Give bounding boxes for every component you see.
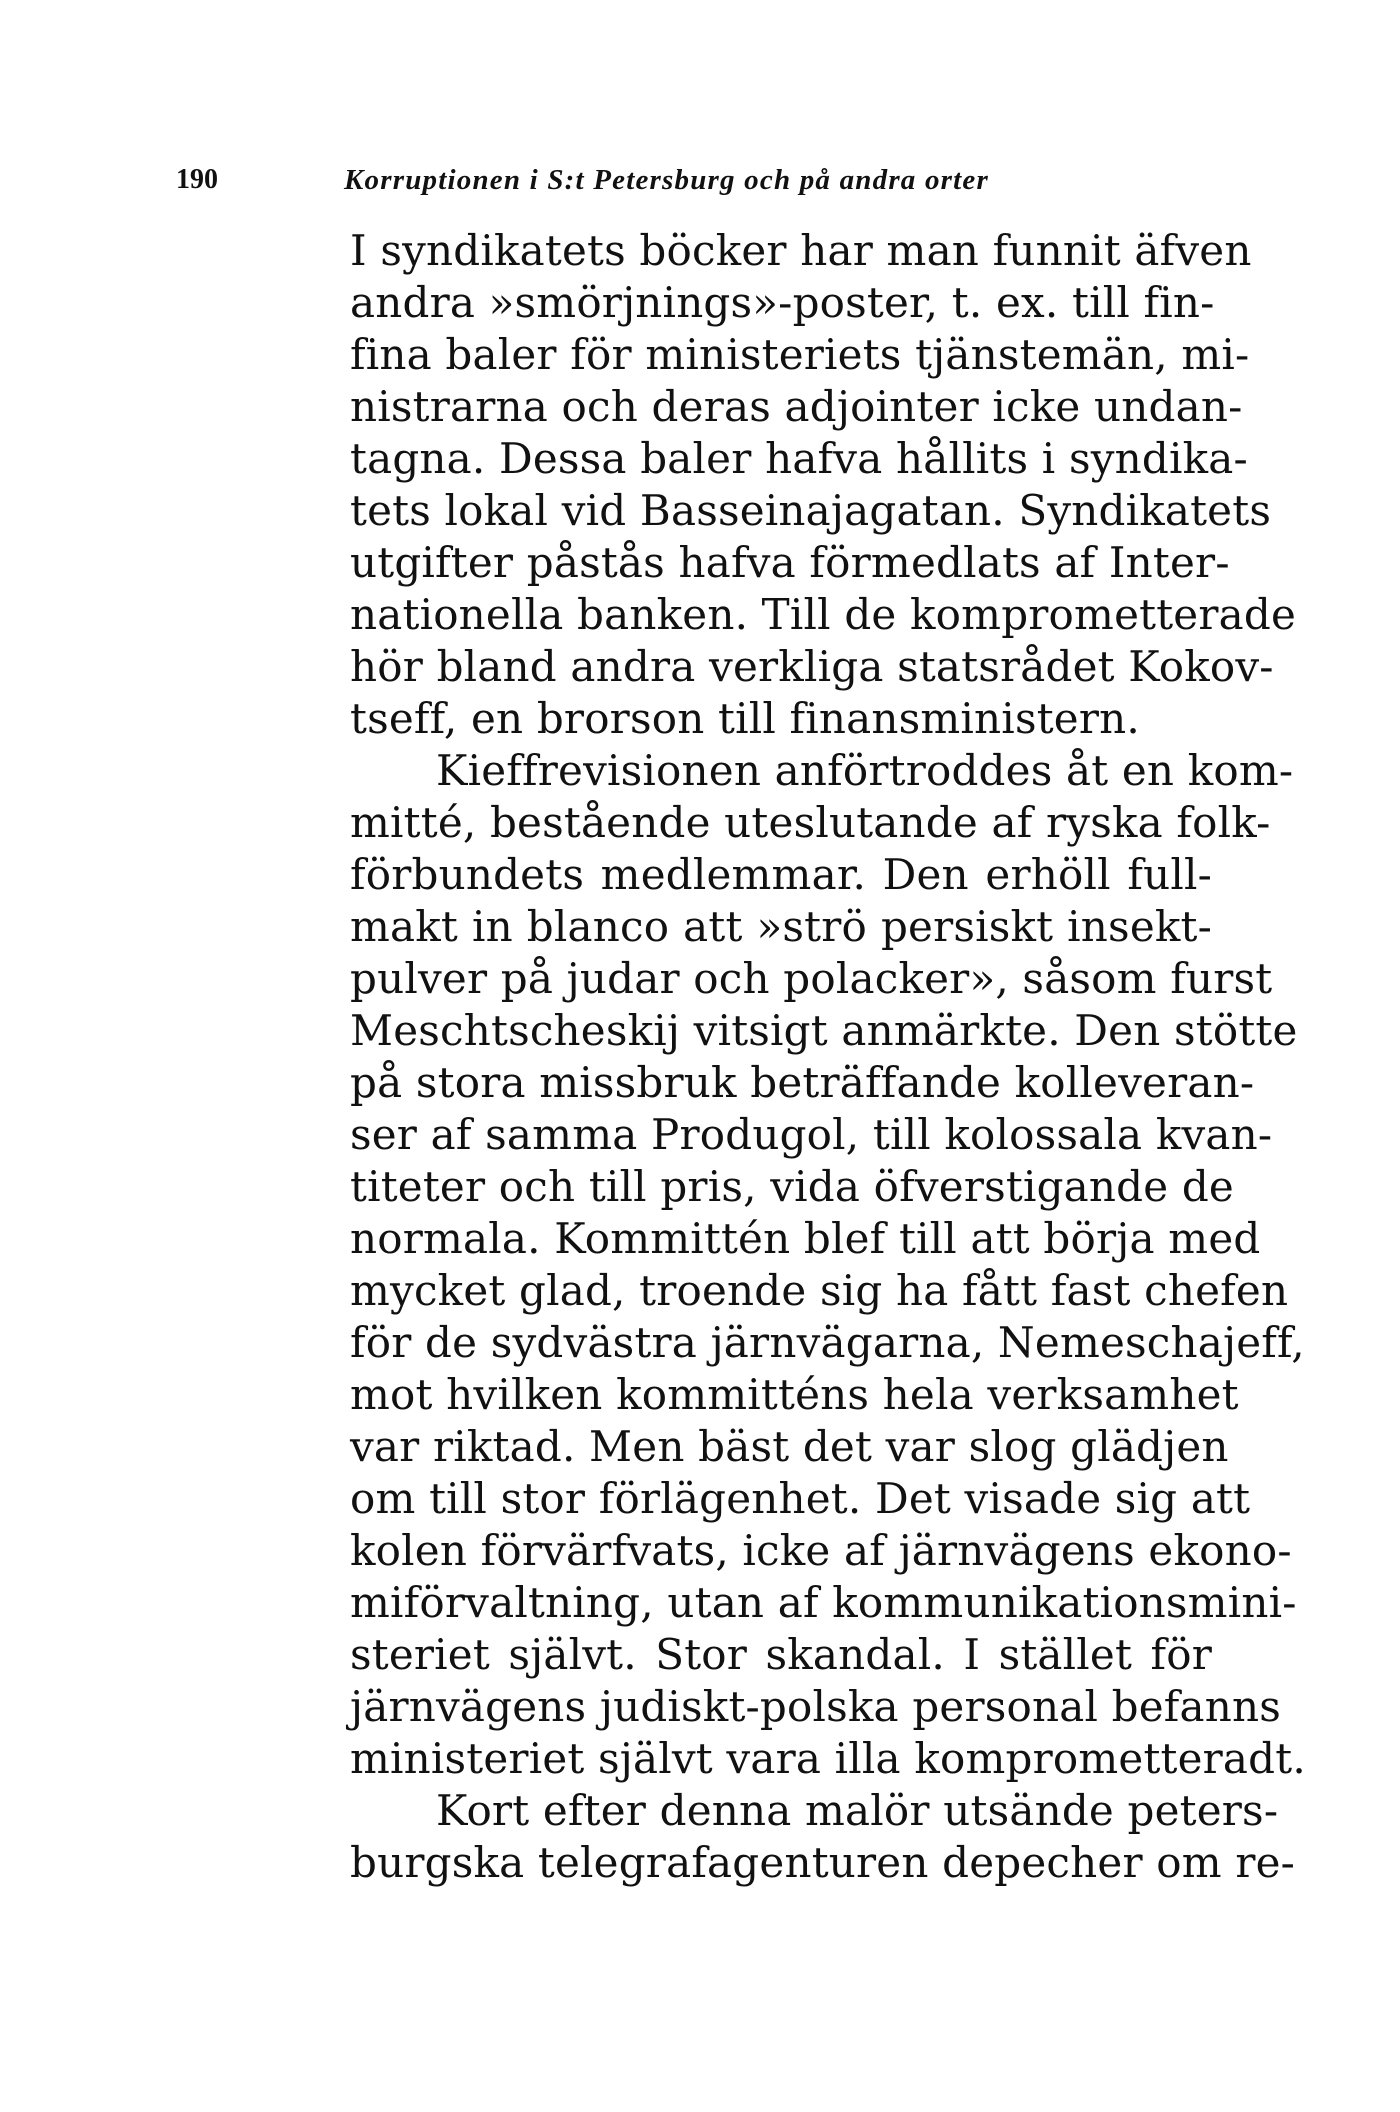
text-line: på stora missbruk beträffande kolleveran- (350, 1058, 1255, 1107)
text-line: ser af samma Produgol, till kolossala kvan- (350, 1110, 1273, 1159)
running-title: Korruptionen i S:t Petersburg och på andra orter (344, 164, 989, 196)
text-line: burgska telegrafagenturen depecher om re- (350, 1838, 1296, 1887)
text-line: Kort efter denna malör utsände peters- (436, 1786, 1279, 1835)
text-line: makt in blanco att »strö persiskt insekt- (350, 902, 1212, 951)
text-line: titeter och till pris, vida öfverstigande de (350, 1162, 1234, 1211)
text-line: Kieffrevisionen anförtroddes åt en kom- (436, 746, 1294, 795)
text-line: järnvägens judiskt-polska personal befanns (350, 1682, 1282, 1731)
text-line: mitté, bestående uteslutande af ryska folk- (350, 798, 1271, 847)
text-line: om till stor förlägenhet. Det visade sig att (350, 1474, 1251, 1523)
text-line: förbundets medlemmar. Den erhöll full- (350, 850, 1212, 899)
text-line: nistrarna och deras adjointer icke undan- (350, 382, 1243, 431)
text-line: hör bland andra verkliga statsrådet Kokov- (350, 642, 1274, 691)
text-line: normala. Kommittén blef till att börja med (350, 1214, 1261, 1263)
text-line: andra »smörjnings»-poster, t. ex. till fin- (350, 278, 1215, 327)
text-line: mot hvilken kommitténs hela verksamhet (350, 1370, 1239, 1419)
text-line: miförvaltning, utan af kommunikationsmini- (350, 1578, 1297, 1627)
text-line: Meschtscheskij vitsigt anmärkte. Den stötte (350, 1006, 1298, 1055)
text-line: tagna. Dessa baler hafva hållits i syndika- (350, 434, 1248, 483)
text-line: kolen förvärfvats, icke af järnvägens ekono- (350, 1526, 1292, 1575)
text-line: nationella banken. Till de komprometterade (350, 590, 1296, 639)
text-line: tseff, en brorson till finansministern. (350, 694, 1140, 743)
text-line: ministeriet självt vara illa komprometteradt. (350, 1734, 1306, 1783)
text-line: var riktad. Men bäst det var slog glädjen (350, 1422, 1229, 1471)
text-line: utgifter påstås hafva förmedlats af Inter- (350, 538, 1230, 587)
running-header (176, 158, 1176, 202)
text-line: för de sydvästra järnvägarna, Nemeschajeff, (350, 1318, 1305, 1367)
text-line: I syndikatets böcker har man funnit äfven (350, 226, 1252, 275)
text-line: tets lokal vid Basseinajagatan. Syndikatets (350, 486, 1272, 535)
text-line: pulver på judar och polacker», såsom furst (350, 954, 1273, 1003)
page-number: 190 (176, 164, 218, 195)
text-line: steriet självt. Stor skandal. I stället för (350, 1630, 1212, 1679)
text-line: mycket glad, troende sig ha fått fast chefen (350, 1266, 1289, 1315)
text-line: fina baler för ministeriets tjänstemän, mi- (350, 330, 1250, 379)
